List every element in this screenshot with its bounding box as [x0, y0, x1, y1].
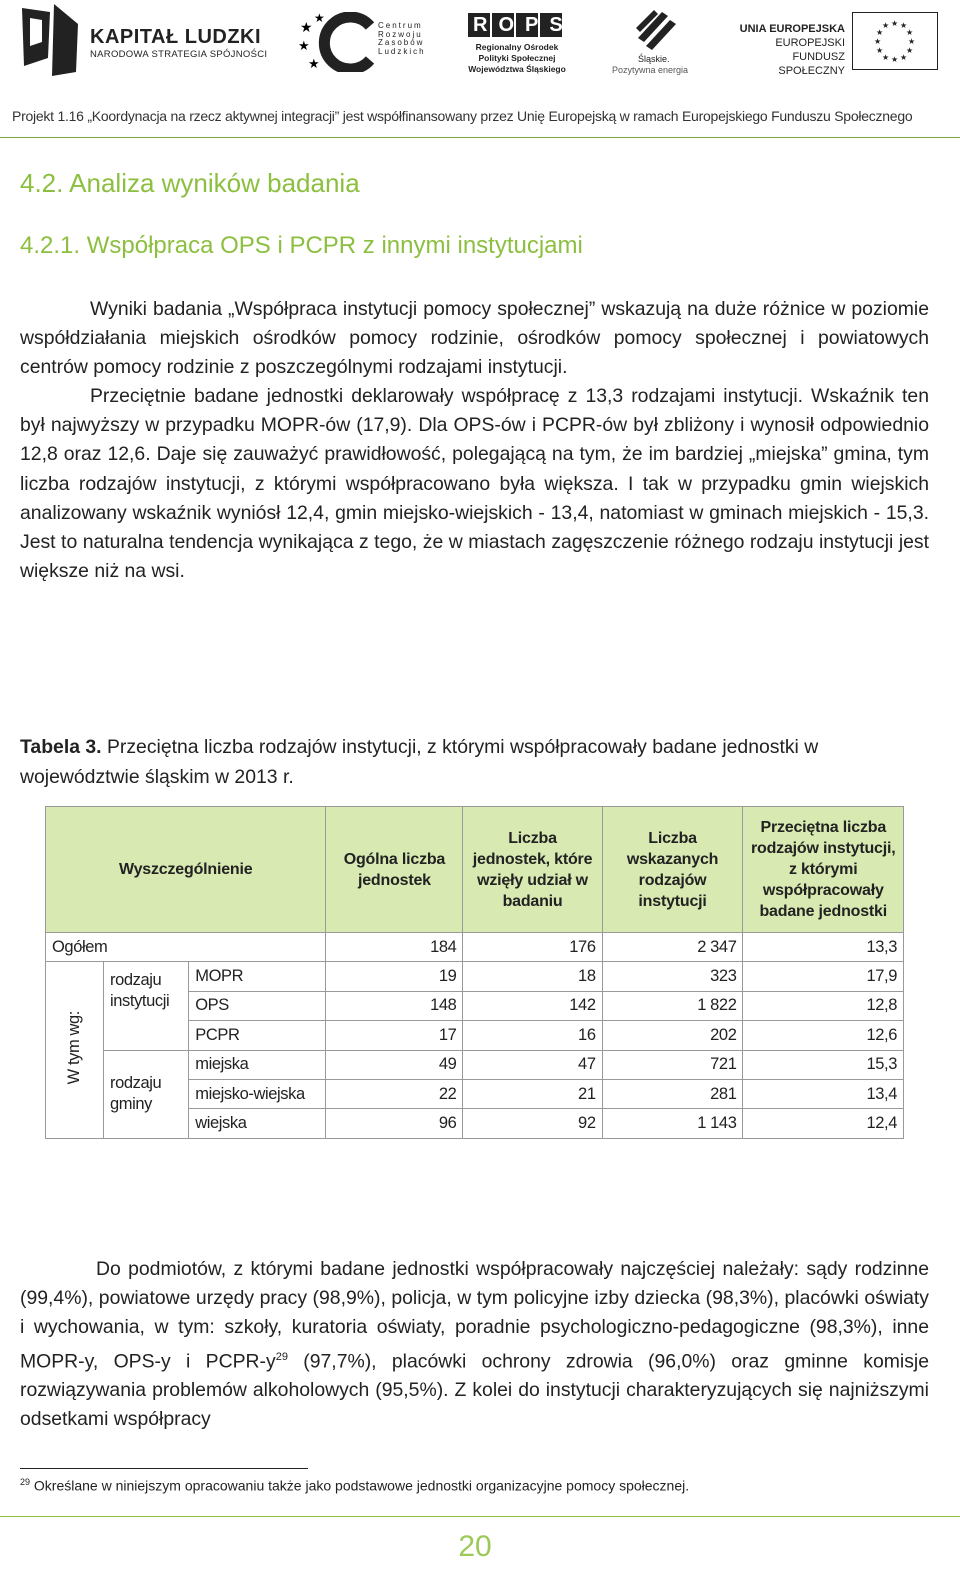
paragraph-3 — [20, 1255, 929, 1435]
footnote-text: Określane w niniejszym opracowaniu także jako podstawowe jednostki organizacyjne pomocy społecznej. — [30, 1477, 690, 1494]
svg-text:★: ★ — [906, 46, 914, 55]
svg-text:★: ★ — [882, 53, 890, 62]
cell: 21 — [463, 1079, 602, 1108]
table-row — [46, 1050, 904, 1079]
subsection-heading: 4.2.1. Współpraca OPS i PCPR z innymi instytucjami — [20, 232, 583, 259]
crl-line: Centrum — [378, 21, 423, 30]
section-heading: 4.2. Analiza wyników badania — [20, 168, 360, 198]
ue-text — [730, 22, 845, 78]
table-header-row — [46, 807, 904, 933]
cell: 92 — [463, 1109, 602, 1138]
page-number: 20 — [458, 1530, 492, 1563]
cell: 17 — [326, 1021, 463, 1050]
cell: 16 — [463, 1021, 602, 1050]
cell: 17,9 — [743, 962, 904, 991]
kapital-ludzki-subtitle: NARODOWA STRATEGIA SPÓJNOŚCI — [90, 49, 268, 60]
table-row — [46, 962, 904, 991]
cell: 19 — [326, 962, 463, 991]
table-caption-text: Przeciętna liczba rodzajów instytucji, z którymi współpracowały badane jednostki w województwie śląskim w 2013 r. — [20, 736, 819, 788]
table-caption — [20, 733, 930, 792]
svg-text:★: ★ — [882, 21, 890, 30]
cell: 721 — [602, 1050, 743, 1079]
svg-text:★: ★ — [874, 37, 882, 46]
footnote-number: 29 — [20, 1477, 31, 1487]
cell: 323 — [602, 962, 743, 991]
data-table — [45, 806, 904, 1139]
cell: 12,8 — [743, 991, 904, 1020]
side-label-cell — [46, 962, 104, 1138]
slaskie-line: Pozytywna energia — [612, 65, 689, 75]
svg-text:★: ★ — [906, 28, 914, 37]
cell: 1 822 — [602, 991, 743, 1020]
rops-mark-text: ROPS — [473, 14, 574, 36]
header-cell: Przeciętna liczba rodzajów instytucji, z którymi współpracowały badane jednostki — [743, 807, 904, 933]
logo-band — [0, 0, 960, 95]
paragraph-1 — [20, 295, 929, 383]
paragraph-2 — [20, 382, 929, 586]
header-cell: Wyszczególnienie — [46, 807, 326, 933]
row-label: OPS — [189, 991, 326, 1020]
svg-text:★: ★ — [300, 20, 313, 36]
row-label: wiejska — [189, 1109, 326, 1138]
cell: 176 — [463, 933, 602, 962]
svg-text:★: ★ — [891, 55, 899, 64]
svg-text:★: ★ — [876, 28, 884, 37]
cell: 1 143 — [602, 1109, 743, 1138]
header-cell: Ogólna liczba jednostek — [326, 807, 463, 933]
cell: 202 — [602, 1021, 743, 1050]
footnote-rule — [20, 1468, 308, 1469]
cell: 47 — [463, 1050, 602, 1079]
cell: 2 347 — [602, 933, 743, 962]
row-label: MOPR — [189, 962, 326, 991]
cell: 18 — [463, 962, 602, 991]
svg-text:★: ★ — [891, 19, 899, 28]
crl-line: Ludzkich — [378, 46, 426, 56]
header-cell: Liczba wskazanych rodzajów instytucji — [602, 807, 743, 933]
table-caption-label: Tabela 3. — [20, 736, 102, 758]
svg-text:★: ★ — [876, 46, 884, 55]
ue-line: FUNDUSZ SPOŁECZNY — [778, 51, 845, 77]
paragraph-3-text: Do podmiotów, z którymi badane jednostki współpracowały najczęściej należały: sądy rodzinne (99,4%), powiatowe urzędy pracy (98,9%), policja, w tym policyjne izby dziecka (98,3%), placówki oświaty i wychowania, w tym: szkoły, kuratoria oświaty, poradnie psychologiczno-pedagogiczne (98,3%), inne MOPR-y, OPS-y i PCPR-y — [20, 1258, 929, 1373]
rops-line: Polityki Społecznej — [478, 53, 556, 63]
footnote — [20, 1477, 940, 1494]
cell: 22 — [326, 1079, 463, 1108]
cell: 281 — [602, 1079, 743, 1108]
row-label: miejska — [189, 1050, 326, 1079]
row-label: Ogółem — [46, 933, 326, 962]
paragraph-3-text-cont: (97,7%), placówki ochrony zdrowia (96,0%) oraz gminne komisje rozwiązywania problemów alkoholowych (95,5%). Z kolei do instytucji charakteryzujących się najniższymi odsetkami współpracy — [20, 1350, 929, 1431]
cell: 13,3 — [743, 933, 904, 962]
paragraph-2-text: Przeciętnie badane jednostki deklarowały współpracę z 13,3 rodzajami instytucji. Wskaźnik ten był najwyższy w przypadku MOPR-ów (17,9). Dla OPS-ów i PCPR-ów był zbliżony i wynosił odpowiednio 12,8 oraz 12,6. Daje się zauważyć prawidłowość, polegającą na tym, że im bardziej „miejska” gmina, tym liczba rodzajów instytucji, z którymi współpracowano była większa. I tak w przypadku gmin wiejskich analizowany wskaźnik wyniósł 12,4, gmin miejsko-wiejskich - 13,4, natomiast w gminach miejskich - 15,3. Jest to naturalna tendencja wynikająca z tego, że w miastach zagęszczenie różnego rodzaju instytucji jest większe niż na wsi. — [20, 385, 929, 583]
rops-line: Województwa Śląskiego — [468, 64, 566, 74]
table-row — [46, 933, 904, 962]
crl-line: Zasobów — [378, 38, 425, 47]
crl-stars-logo-icon — [296, 12, 378, 72]
ue-line: EUROPEJSKI — [775, 37, 845, 49]
ue-line: UNIA EUROPEJSKA — [739, 23, 845, 35]
svg-text:★: ★ — [298, 39, 310, 54]
paragraph-1-text: Wyniki badania „Współpraca instytucji pomocy społecznej” wskazują na duże różnice w poziomie współdziałania miejskich ośrodków pomocy rodzinie, ośrodków pomocy społecznej i powiatowych centrów pomocy rodzinie z poszczególnymi rodzajami instytucji. — [20, 298, 929, 379]
cell: 15,3 — [743, 1050, 904, 1079]
rops-line: Regionalny Ośrodek — [475, 42, 559, 52]
cell: 148 — [326, 991, 463, 1020]
svg-text:★: ★ — [314, 12, 325, 25]
svg-text:★: ★ — [308, 57, 320, 72]
cell: 13,4 — [743, 1079, 904, 1108]
crl-text — [378, 22, 426, 56]
cell: 12,4 — [743, 1109, 904, 1138]
side-label: W tym wg: — [65, 1010, 83, 1085]
cell: 96 — [326, 1109, 463, 1138]
svg-text:★: ★ — [900, 21, 908, 30]
cell: 12,6 — [743, 1021, 904, 1050]
rops-subtitle — [454, 42, 580, 75]
kapital-ludzki-logo-icon — [20, 2, 80, 80]
svg-text:★: ★ — [900, 53, 908, 62]
group-label: rodzaju instytucji — [104, 962, 189, 1050]
footnote-reference[interactable]: 29 — [275, 1350, 288, 1363]
svg-text:★: ★ — [326, 56, 336, 69]
svg-text:★: ★ — [908, 37, 916, 46]
slaskie-line: Śląskie. — [638, 54, 670, 64]
slaskie-text — [612, 54, 688, 76]
row-label: PCPR — [189, 1021, 326, 1050]
cell: 142 — [463, 991, 602, 1020]
eu-flag-icon — [852, 12, 938, 70]
slaskie-logo-icon — [634, 8, 678, 54]
rops-logo — [468, 13, 574, 37]
footer-rule — [0, 1516, 960, 1517]
project-line: Projekt 1.16 „Koordynacja na rzecz aktywnej integracji” jest współfinansowany przez Unię Europejską w ramach Europejskiego Funduszu Społecznego — [12, 108, 913, 124]
cell: 49 — [326, 1050, 463, 1079]
cell: 184 — [326, 933, 463, 962]
crl-line: Rozwoju — [378, 29, 423, 39]
header-rule — [0, 137, 960, 138]
header-cell: Liczba jednostek, które wzięły udział w badaniu — [463, 807, 602, 933]
row-label: miejsko-wiejska — [189, 1079, 326, 1108]
kapital-ludzki-title: KAPITAŁ LUDZKI — [90, 26, 262, 48]
group-label: rodzaju gminy — [104, 1050, 189, 1138]
